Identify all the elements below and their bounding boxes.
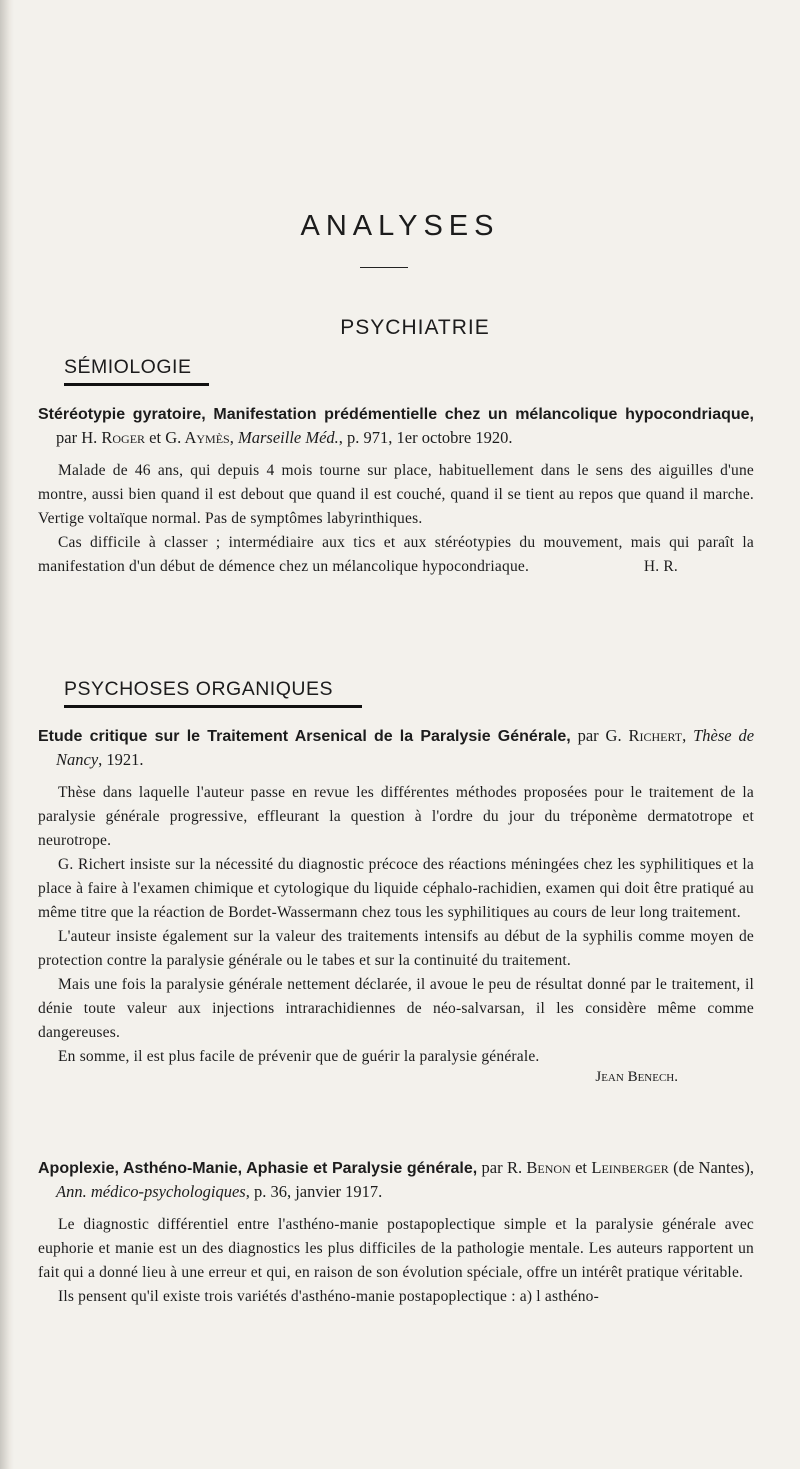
paragraph: L'auteur insiste également sur la valeur des traitements intensifs au début de la syphilis comme moyen de protection contre la paralysie générale ou le tabes et sur la continuité du traitement. (38, 928, 754, 969)
journal-name: Thèse de Nancy (56, 726, 755, 769)
by-word: par (570, 726, 606, 745)
reference: , 1921. (98, 750, 144, 769)
paragraph: En somme, il est plus facile de prévenir que de guérir la paralysie générale. (58, 1048, 540, 1065)
subsection-underline (64, 383, 209, 386)
page-title: ANALYSES (300, 210, 500, 242)
abstract-1-title: Stéréotypie gyratoire, Manifestation prédémentielle chez un mélancolique hypocondriaque, (38, 406, 754, 423)
author-benon: R. Benon (506, 1158, 571, 1177)
signature: Jean Benech. (595, 1069, 678, 1085)
reference: , p. 36, janvier 1917. (245, 1182, 383, 1201)
subsection-underline (64, 705, 362, 708)
paragraph-with-signature (38, 531, 754, 579)
and-word: et (570, 1158, 592, 1177)
paragraph: Ils pensent qu'il existe trois variétés d'asthéno-manie postapoplectique : a) l asthéno- (58, 1288, 599, 1305)
section-title: PSYCHIATRIE (340, 316, 490, 339)
and-word: et (145, 428, 166, 447)
separator: , (229, 428, 238, 447)
author-aymes: G. Aymès (165, 428, 230, 447)
signature: H. R. (643, 558, 678, 575)
abstract-2 (38, 724, 754, 1086)
abstract-3 (38, 1156, 754, 1309)
abstract-2-heading (38, 724, 754, 771)
subsection-label: PSYCHOSES ORGANIQUES (64, 678, 333, 700)
title-divider (360, 267, 408, 268)
abstract-3-title: Apoplexie, Asthéno-Manie, Aphasie et Paralysie générale, (38, 1160, 478, 1177)
subsection-psychoses-organiques (64, 678, 362, 708)
abstract-3-heading (38, 1156, 754, 1203)
paragraph: Mais une fois la paralysie générale nettement déclarée, il avoue le peu de résultat donné par le traitement, il dénie toute valeur aux injections intrarachidiennes de néo-salvarsan, il les considère même comme dangereuses. (38, 976, 754, 1041)
paragraph: Malade de 46 ans, qui depuis 4 mois tourne sur place, habituellement dans le sens des aiguilles d'une montre, aussi bien quand il est debout que quand il est couché, quand il se tient au repos que quand il marche. Vertige voltaïque normal. Pas de symptômes labyrinthiques. (38, 462, 754, 527)
author-richert: G. Richert (605, 726, 683, 745)
paragraph: G. Richert insiste sur la nécessité du diagnostic précoce des réactions méningées chez les syphilitiques et la place à faire à l'examen chimique et cytologique du liquide céphalo-rachidien, examen qui doit être pratiqué au même titre que la réaction de Bordet-Wassermann chez tous les syphilitiques au cours de leur long traitement. (38, 856, 754, 921)
journal-name: Marseille Méd. (237, 428, 339, 447)
place: (de Nantes), (668, 1158, 754, 1177)
author-roger: H. Roger (81, 428, 146, 447)
by-word: par (477, 1158, 507, 1177)
subsection-semiologie (64, 356, 209, 386)
paragraph-text: Cas difficile à classer ; intermédiaire aux tics et aux stéréotypies du mouvement, mais qui paraît la manifestation d'un début de démence chez un mélancolique hypocondriaque. (38, 534, 754, 575)
journal-name: Ann. médico-psychologiques (56, 1182, 246, 1201)
by-word: par (56, 428, 82, 447)
separator: , (682, 726, 694, 745)
author-leinberger: Leinberger (591, 1158, 669, 1177)
abstract-2-title: Etude critique sur le Traitement Arsenical de la Paralysie Générale, (38, 728, 571, 745)
abstract-1 (38, 402, 754, 579)
abstract-1-heading (38, 402, 754, 449)
reference: , p. 971, 1er octobre 1920. (338, 428, 513, 447)
subsection-label: SÉMIOLOGIE (64, 356, 192, 378)
paragraph: Le diagnostic différentiel entre l'asthéno-manie postapoplectique simple et la paralysie générale avec euphorie et manie est un des diagnostics les plus difficiles de la pathologie mentale. Les auteurs rapportent un fait qui a donné lieu à une erreur et qui, en raison de son évolution spéciale, offre un intérêt pratique véritable. (38, 1216, 754, 1281)
paragraph: Thèse dans laquelle l'auteur passe en revue les différentes méthodes proposées pour le traitement de la paralysie générale progressive, effleurant la question à l'ordre du jour du tréponème dermatotrope et neurotrope. (38, 784, 754, 849)
